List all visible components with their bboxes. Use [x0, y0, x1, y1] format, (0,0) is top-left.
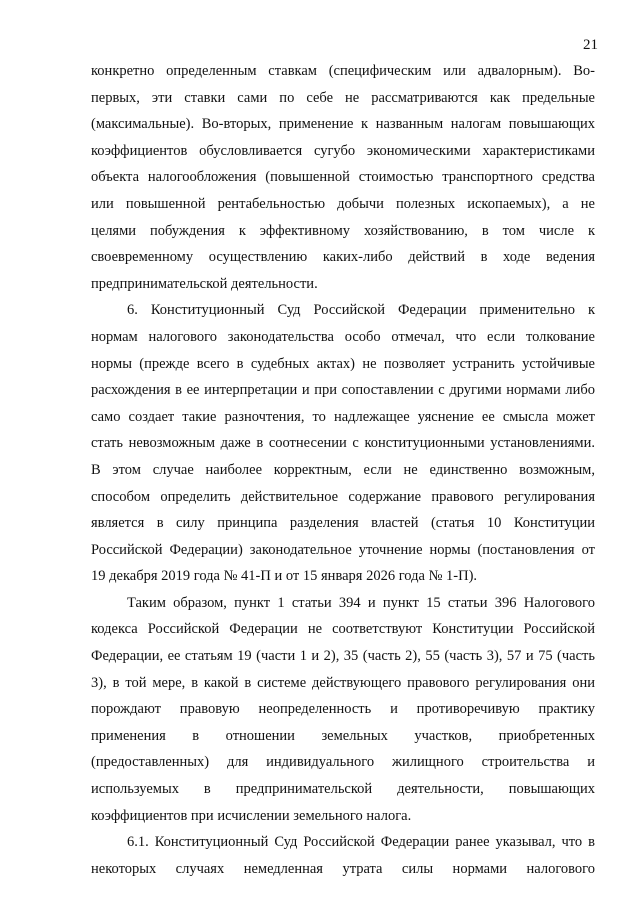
paragraph-line: объекта налогообложения (повышенной стоимостью транспортного средства: [91, 169, 595, 186]
paragraph-line: расхождения в ее интерпретации и при сопоставлении с другими нормами либо: [91, 382, 595, 399]
paragraph-line: 6. Конституционный Суд Российской Федерации применительно к: [127, 302, 595, 319]
paragraph-line: является в силу принципа разделения властей (статья 10 Конституции: [91, 515, 595, 532]
paragraph-line: 6.1. Конституционный Суд Российской Федерации ранее указывал, что в: [127, 834, 595, 851]
paragraph-line: некоторых случаях немедленная утрата силы нормами налогового: [91, 860, 595, 877]
paragraph-line: нормам налогового законодательства особо отмечал, что если толкование: [91, 328, 595, 345]
paragraph-line: предпринимательской деятельности.: [91, 275, 318, 292]
paragraph-line: первых, эти ставки сами по себе не рассматриваются как предельные: [91, 89, 595, 106]
paragraph-line: коэффициентов при исчислении земельного налога.: [91, 807, 412, 824]
paragraph-line: нормы (прежде всего в судебных актах) не позволяет устранить устойчивые: [91, 355, 595, 372]
page-number: 21: [583, 37, 598, 53]
paragraph-line: своевременному осуществлению каких-либо действий в ходе ведения: [91, 249, 595, 266]
paragraph-line: Таким образом, пункт 1 статьи 394 и пункт 15 статьи 396 Налогового: [127, 594, 595, 611]
paragraph-line: Федерации, ее статьям 19 (части 1 и 2), 35 (часть 2), 55 (часть 3), 57 и 75 (часть: [91, 648, 595, 665]
paragraph-4: [91, 829, 595, 882]
paragraph-line: (предоставленных) для индивидуального жилищного строительства и: [91, 754, 595, 771]
paragraph-line: Российской Федерации) законодательное уточнение нормы (постановления от: [91, 541, 595, 558]
paragraph-3: [91, 590, 595, 829]
paragraph-line: или повышенной рентабельностью добычи полезных ископаемых), а не: [91, 195, 595, 212]
paragraph-line: В этом случае наиболее корректным, если не единственно возможным,: [91, 461, 595, 478]
paragraph-line: 19 декабря 2019 года № 41-П и от 15 января 2026 года № 1-П).: [91, 568, 478, 585]
paragraph-1: [91, 58, 595, 297]
paragraph-2: [91, 297, 595, 590]
paragraph-line: стать невозможным даже в соотнесении с конституционными установлениями.: [91, 435, 595, 452]
paragraph-line: коэффициентов обусловливается сугубо экономическими характеристиками: [91, 142, 595, 159]
paragraph-line: порождают правовую неопределенность и противоречивую практику: [91, 701, 595, 718]
paragraph-line: используемых в предпринимательской деятельности, повышающих: [91, 781, 595, 798]
paragraph-line: способом определить действительное содержание правового регулирования: [91, 488, 595, 505]
paragraph-line: целями побуждения к эффективному хозяйствованию, в том числе к: [91, 222, 595, 239]
paragraph-line: само создает такие разночтения, то надлежащее уяснение ее смысла может: [91, 408, 595, 425]
document-body: [91, 58, 595, 882]
paragraph-line: (максимальные). Во-вторых, применение к названным налогам повышающих: [91, 116, 595, 133]
paragraph-line: конкретно определенным ставкам (специфическим или адвалорным). Во-: [91, 63, 595, 79]
paragraph-line: применения в отношении земельных участков, приобретенных: [91, 727, 595, 744]
paragraph-line: 3), в той мере, в какой в системе действующего правового регулирования они: [91, 674, 595, 691]
paragraph-line: кодекса Российской Федерации не соответствуют Конституции Российской: [91, 621, 595, 638]
